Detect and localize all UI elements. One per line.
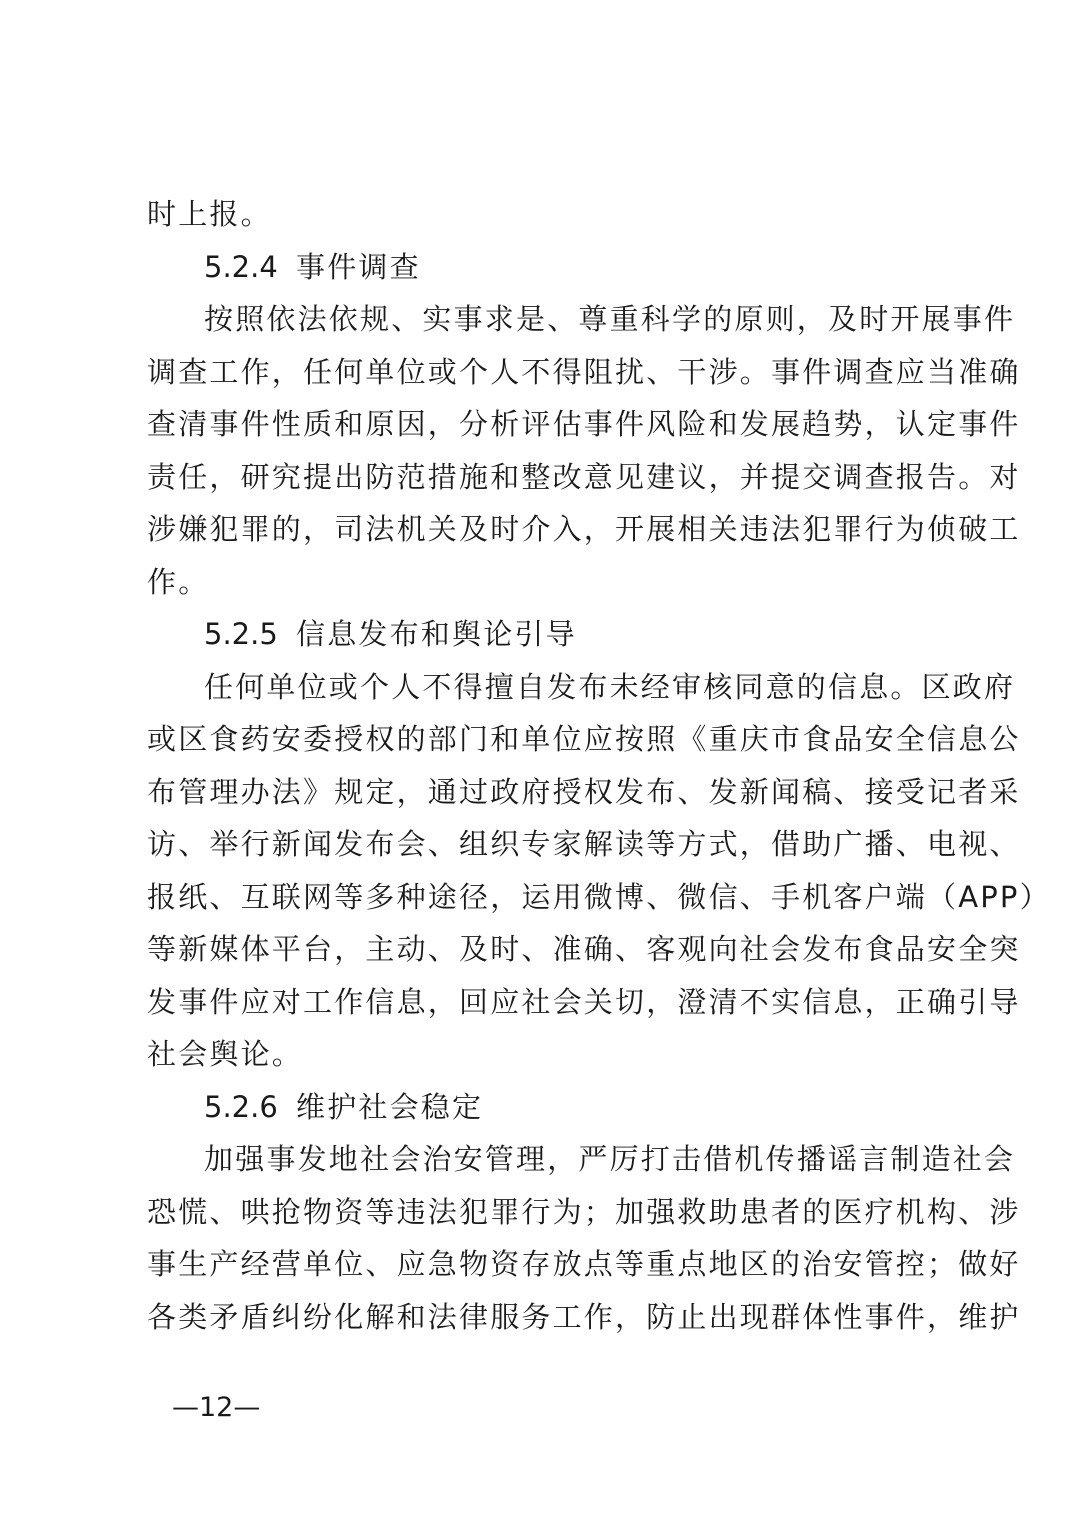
text-line: 社会舆论。 [147,1037,304,1071]
text-line: 查清事件性质和原因，分析评估事件风险和发展趋势，认定事件 [147,407,1021,441]
text-line: 加强事发地社会治安管理，严厉打击借机传播谣言制造社会 [204,1142,1016,1176]
page-number: —12— [172,1392,261,1423]
text-line: 涉嫌犯罪的，司法机关及时介入，开展相关违法犯罪行为侦破工 [147,512,1021,546]
text-line: 责任，研究提出防范措施和整改意见建议，并提交调查报告。对 [147,459,1021,494]
text-line: 作。 [147,564,210,599]
text-line: 事生产经营单位、应急物资存放点等重点地区的治安管控；做好 [147,1247,1021,1281]
text-line: 访、举行新闻发布会、组织专家解读等方式，借助广播、电视、 [147,827,1021,861]
text-line: 等新媒体平台，主动、及时、准确、客观向社会发布食品安全突 [147,932,1021,966]
text-line: 任何单位或个人不得擅自发布未经审核同意的信息。区政府 [204,669,1016,704]
section-title: 维护社会稳定 [296,1089,484,1124]
section-number: 5.2.4 [204,249,278,284]
text-line: 布管理办法》规定，通过政府授权发布、发新闻稿、接受记者采 [147,774,1021,809]
text-line: 时上报。 [147,197,272,231]
section-heading-5-2-5 [147,608,947,661]
text-line: 报纸、互联网等多种途径，运用微博、微信、手机客户端（APP） [147,879,1051,914]
section-heading-5-2-4 [147,241,947,294]
text-line: 或区食药安委授权的部门和单位应按照《重庆市食品安全信息公 [147,722,1021,756]
text-line: 调查工作，任何单位或个人不得阻扰、干涉。事件调查应当准确 [147,354,1021,389]
body-text [147,188,1051,1343]
section-number: 5.2.5 [204,617,278,651]
section-number: 5.2.6 [204,1089,278,1124]
text-line: 恐慌、哄抢物资等违法犯罪行为；加强救助患者的医疗机构、涉 [147,1194,1021,1229]
section-title: 事件调查 [296,249,421,284]
section-heading-5-2-6 [147,1081,947,1134]
text-line: 按照依法依规、实事求是、尊重科学的原则，及时开展事件 [204,302,1016,336]
section-title: 信息发布和舆论引导 [296,617,577,651]
text-line: 发事件应对工作信息，回应社会关切，澄清不实信息，正确引导 [147,984,1021,1019]
text-line: 各类矛盾纠纷化解和法律服务工作，防止出现群体性事件，维护 [147,1299,1021,1334]
